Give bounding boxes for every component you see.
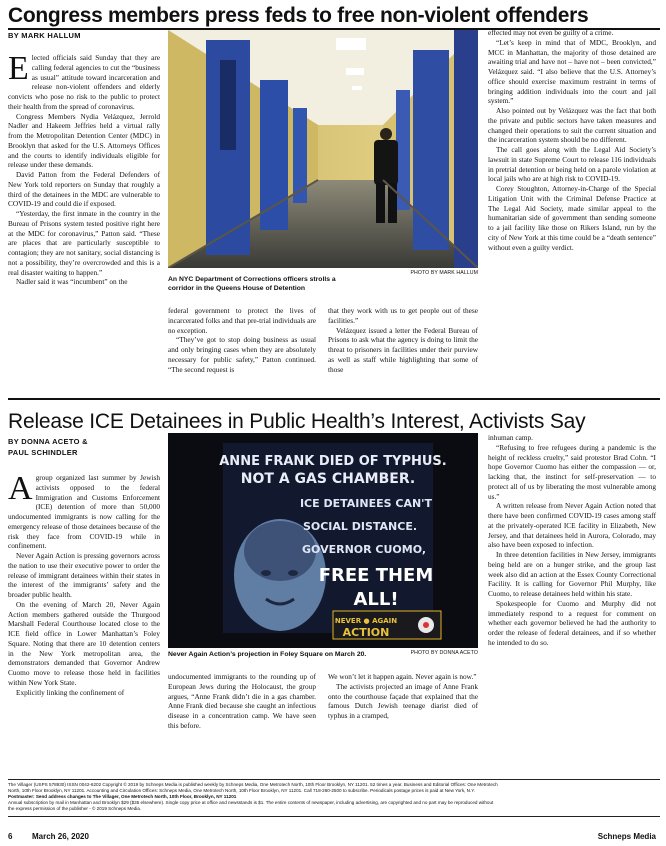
projection-line-3: ICE DETAINEES CAN'T — [299, 497, 433, 510]
story1-column-2: federal government to protect the lives of incarcerated folks and that pre-trial individuals are no exception. “They’ve got to stop doing business as usual and only bringing cases when they are absolutely necessary for public safety,” Patton continued. “The second request is — [168, 306, 316, 374]
story2-column-1: Agroup organized last summer by Jewish activists opposed to the federal Immigration and Customs Enforcement (ICE) detention of more than 50,000 undocumented immigrants is now calling for the emergency release of those detainees because of the risk they face from COVID-19 while in confinement. Never Again Action is pressing governors across the nation to use their executive power to order the release of immigrant detainees within their states in the interest of the immigrants’ safety and the broader public health. On the evening of March 20, Never Again Action members gathered outside the Thurgood Marshall Federal Courthouse located close to the ICE field office in Lower Manhattan’s Foley Square. Noting that there are 10 detention centers in the New York metropolitan area, the demonstrators demanded that Governor Andrew Cuomo move to release those held in facilities within New York State. Explicitly linking the confinement of — [8, 470, 160, 697]
story2-column-2: undocumented immigrants to the rounding up of European Jews during the Holocaust, the group argues, “Anne Frank didn’t die in a gas chamber. Anne Frank died because she caught an infectious disease in a concentration camp. We have seen this before. — [168, 672, 316, 730]
story2-caption: Never Again Action’s projection in Foley Square on March 20. — [168, 651, 367, 658]
section-divider — [8, 398, 660, 400]
story2-column-3: We won’t let it happen again. Never again is now.” The activists projected an image of Anne Frank onto the courthouse façade that explained that the famous Dutch Jewish teenage diarist died of typhus in a cramped, — [328, 672, 478, 720]
story2-byline-1: BY DONNA ACETO & — [8, 437, 88, 446]
projection-line-1: ANNE FRANK DIED OF TYPHUS. — [219, 454, 447, 469]
story2-headline: Release ICE Detainees in Public Health’s Interest, Activists Say — [8, 410, 586, 433]
page-number: 6 — [8, 832, 13, 841]
drop-cap: E — [8, 50, 29, 87]
projection-photo — [168, 433, 478, 648]
publisher-name: Schneps Media — [597, 832, 656, 841]
projection-line-2: NOT A GAS CHAMBER. — [240, 471, 416, 487]
story1-headline: Congress members press feds to free non-violent offenders — [8, 4, 589, 27]
story2-byline-2: PAUL SCHINDLER — [8, 448, 78, 457]
story1-column-1: Elected officials said Sunday that they are calling federal agencies to cut the “business as usual” attitude toward incarceration and release non-violent offenders and elderly convicts who pose no risk to the public to protect their health from the spread of coronavirus. Congress Members Nydia Velázquez, Jerrold Nadler and Hakeem Jeffries held a virtual rally from the Metropolitan Detention Center (MDC) in Brooklyn that asked for the U.S. Attorneys Offices and the courts to identify individuals eligible for release under these demands. David Patton from the Federal Defenders of New York told reporters on Sunday that roughly a third of the detainees in the MDC are vulnerable to COVID-19 and could die if exposed. “Yesterday, the first inmate in the country in the Bureau of Prisons system tested positive right here at the MDC for coronavirus,” Patton said. “These are places that are particularly susceptible to contagion; they are not sanitary, social distancing is not a possibility, they’re overcrowded and this is a real disaster waiting to happen.” Nadler said it was “incumbent” on the — [8, 50, 160, 287]
jail-corridor-photo — [168, 30, 478, 268]
story1-column-4: effected may not even be guilty of a crime. “Let’s keep in mind that of MDC, Brooklyn, and MCC in Manhattan, the majority of those detained are awaiting trial and have not – have not – been convicted,” Velázquez said. “I also believe that the U.S. Attorney’s office should exercise maximum restraint in terms of bringing addition individuals into the court and jail system.” Also pointed out by Velázquez was the fact that both the private and public sectors have taken measures and changed their operations to suit the current situation and the incarceration system should be no different. The call goes along with the Legal Aid Society’s lawsuit in state Supreme Court to release 116 individuals in pretrial detention or being held on a parole violation at local jails who are at high risk to COVID-19. Corey Stoughton, Attorney-in-Charge of the Special Litigation Unit with the Criminal Defense Practice at The Legal Aid Society, made similar appeal to the humanitarian side of government than sending someone to a jail facility like those on Rikers Island, run by the city of New York at this time could be a “death sentence” without even a guilty verdict. — [488, 28, 656, 252]
fineprint-rule — [8, 779, 660, 780]
projection-line-6: FREE THEM — [318, 565, 434, 586]
story1-column-3: that they work with us to get people out of these facilities.” Velázquez issued a letter the Federal Bureau of Prisons to ask what the agency is doing to limit the threat to prisoners in facilities under their purview as well as staff while highlighting that some of those — [328, 306, 478, 374]
projection-line-5: GOVERNOR CUOMO, — [301, 543, 427, 556]
footer-rule — [8, 816, 660, 817]
story1-byline: BY MARK HALLUM — [8, 31, 81, 40]
never-again-logo-bottom: ACTION — [342, 626, 390, 639]
story1-caption: An NYC Department of Corrections officers strolls a corridor in the Queens House of Detention — [168, 276, 336, 292]
issue-date: March 26, 2020 — [32, 832, 89, 841]
projection-line-4: SOCIAL DISTANCE. — [302, 520, 418, 533]
never-again-logo-top: NEVER ● AGAIN — [334, 617, 398, 625]
story2-column-4: inhuman camp. “Refusing to free refugees during a pandemic is the height of reckless cruelty,” said protestor Brad Cohn. “I hope Governor Cuomo has either the compassion — or, lacking that, the instinct for self-preservation — to protect all of us by liberating the most vulnerable among us.” A written release from Never Again Action noted that there have been confirmed COVID-19 cases among staff at the privately-operated ICE facility in Elizabeth, New Jersey, and that detainees held in Aurora, Colorado, may also have been exposed to infection. In three detention facilities in New Jersey, immigrants being held are on a hunger strike, and the group last week also did an action at the Essex County Correctional Facility. It is calling for Governor Phil Murphy, like Cuomo, to release detainees held within his state. Spokespeople for Cuomo and Murphy did not immediately respond to a request for comment on whether each governor believed he had the authority to order the release of federal detainees, and if so whether he intended to do so. — [488, 433, 656, 647]
projection-line-7: ALL! — [353, 589, 399, 610]
drop-cap: A — [8, 470, 33, 507]
story1-photo-credit: PHOTO BY MARK HALLUM — [410, 270, 478, 276]
story2-photo-credit: PHOTO BY DONNA ACETO — [410, 650, 478, 656]
masthead-fineprint: The Villager (USPS 578930) ISSN 0042-6202 Copyright © 2019 by Schneps Media is published weekly by Schneps Media, One Metrotech North, 10th Floor Brooklyn, NY 11201. 52 times a year. Business and Editorial Offices: One Metrotech North, 10th Floor Brooklyn, NY 11201. Accounting and Circulation Offices: Schneps Media, One Metrotech North, 10th Floor Brooklyn, NY 11201. Call 718-260-2500 to subscribe. Periodicals postage prices is paid at New York, N.Y. Postmaster: Send address changes to The Villager, One Metrotech North, 10th Floor, Brooklyn, NY 11201 Annual subscription by mail in Manhattan and Brooklyn $29 ($35 elsewhere). Single copy price at office and newsstands is $1. The entire contents of newspaper, including advertising, are copyrighted and no part may be reproduced without the express permission of the publisher - © 2019 Schneps Media. — [8, 782, 498, 811]
